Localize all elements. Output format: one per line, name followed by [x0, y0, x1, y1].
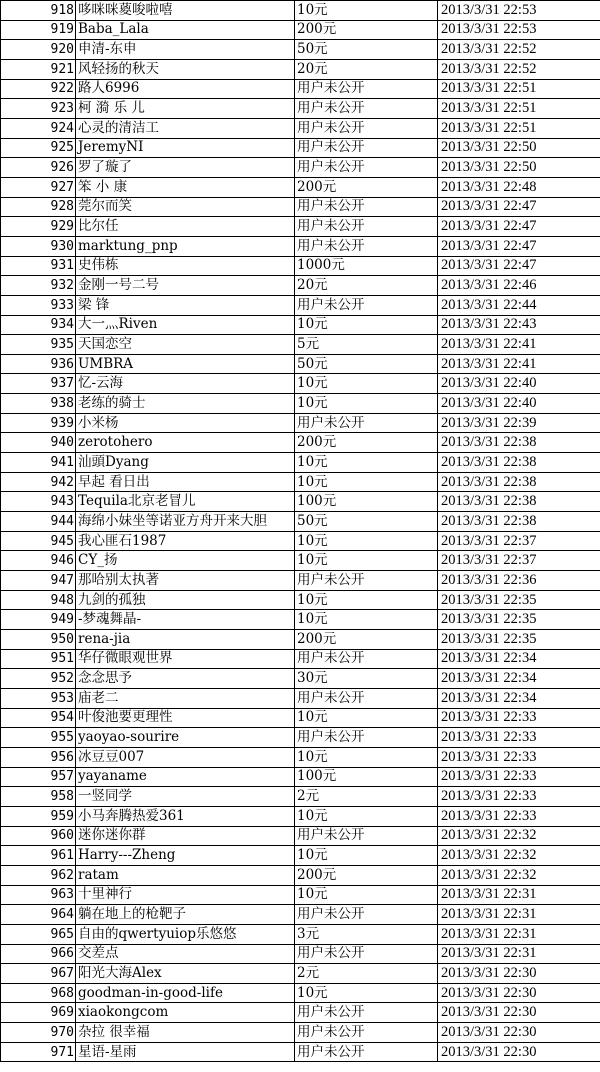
- row-number: 939: [1, 413, 76, 433]
- table-row: [1, 40, 600, 60]
- donor-name: 华仔微眼观世界: [76, 649, 295, 669]
- row-number: 960: [1, 826, 76, 846]
- donation-time: 2013/3/31 22:31: [438, 924, 600, 944]
- donation-time: 2013/3/31 22:30: [438, 964, 600, 984]
- row-number: 944: [1, 512, 76, 532]
- donor-name: 申清-东申: [76, 40, 295, 60]
- donor-name: 那哈别太执著: [76, 571, 295, 591]
- donor-name: Harry---Zheng: [76, 846, 295, 866]
- donation-time: 2013/3/31 22:51: [438, 99, 600, 119]
- donation-amount: 10元: [295, 472, 438, 492]
- donation-time: 2013/3/31 22:47: [438, 256, 600, 276]
- donation-amount: 200元: [295, 177, 438, 197]
- donation-time: 2013/3/31 22:48: [438, 177, 600, 197]
- donation-time: 2013/3/31 22:34: [438, 649, 600, 669]
- row-number: 956: [1, 747, 76, 767]
- donor-name: 老练的骑士: [76, 394, 295, 414]
- table-row: [1, 138, 600, 158]
- donation-time: 2013/3/31 22:34: [438, 669, 600, 689]
- donation-amount: 10元: [295, 846, 438, 866]
- donor-name: 大一灬Riven: [76, 315, 295, 335]
- donation-amount: 用户未公开: [295, 649, 438, 669]
- donation-time: 2013/3/31 22:51: [438, 118, 600, 138]
- donation-time: 2013/3/31 22:51: [438, 79, 600, 99]
- donation-time: 2013/3/31 22:33: [438, 787, 600, 807]
- row-number: 967: [1, 964, 76, 984]
- row-number: 919: [1, 20, 76, 40]
- donor-name: 星语-星雨: [76, 1042, 295, 1062]
- row-number: 937: [1, 374, 76, 394]
- donation-time: 2013/3/31 22:32: [438, 846, 600, 866]
- donor-name: 汕頭Dyang: [76, 453, 295, 473]
- row-number: 963: [1, 885, 76, 905]
- donor-name: 杂拉 很幸福: [76, 1023, 295, 1043]
- donor-name: 哆咪咪葼唆啦嘻: [76, 1, 295, 21]
- table-row: [1, 295, 600, 315]
- donation-time: 2013/3/31 22:50: [438, 158, 600, 178]
- row-number: 954: [1, 708, 76, 728]
- donation-amount: 20元: [295, 276, 438, 296]
- table-row: [1, 885, 600, 905]
- donation-amount: 用户未公开: [295, 413, 438, 433]
- donor-name: 心灵的清洁工: [76, 118, 295, 138]
- donation-time: 2013/3/31 22:47: [438, 236, 600, 256]
- donor-name: 罗了璇了: [76, 158, 295, 178]
- table-row: [1, 177, 600, 197]
- donation-amount: 200元: [295, 20, 438, 40]
- donation-time: 2013/3/31 22:33: [438, 747, 600, 767]
- donation-time: 2013/3/31 22:33: [438, 728, 600, 748]
- row-number: 934: [1, 315, 76, 335]
- donation-amount: 10元: [295, 551, 438, 571]
- table-row: [1, 826, 600, 846]
- donation-time: 2013/3/31 22:44: [438, 295, 600, 315]
- row-number: 929: [1, 217, 76, 237]
- table-row: [1, 276, 600, 296]
- donation-time: 2013/3/31 22:40: [438, 374, 600, 394]
- row-number: 946: [1, 551, 76, 571]
- donation-amount: 50元: [295, 512, 438, 532]
- donation-amount: 3元: [295, 924, 438, 944]
- donation-time: 2013/3/31 22:31: [438, 944, 600, 964]
- donation-amount: 2元: [295, 964, 438, 984]
- table-row: [1, 747, 600, 767]
- donor-name: 冰豆豆007: [76, 747, 295, 767]
- row-number: 969: [1, 1003, 76, 1023]
- donation-time: 2013/3/31 22:47: [438, 217, 600, 237]
- donor-name: ratam: [76, 865, 295, 885]
- donor-name: CY_扬: [76, 551, 295, 571]
- row-number: 947: [1, 571, 76, 591]
- table-row: [1, 1003, 600, 1023]
- donation-time: 2013/3/31 22:33: [438, 767, 600, 787]
- row-number: 945: [1, 531, 76, 551]
- row-number: 959: [1, 806, 76, 826]
- row-number: 932: [1, 276, 76, 296]
- donor-name: 路人6996: [76, 79, 295, 99]
- table-row: [1, 315, 600, 335]
- donor-name: UMBRA: [76, 354, 295, 374]
- row-number: 940: [1, 433, 76, 453]
- donation-time: 2013/3/31 22:38: [438, 512, 600, 532]
- row-number: 941: [1, 453, 76, 473]
- donation-amount: 10元: [295, 531, 438, 551]
- table-row: [1, 79, 600, 99]
- donor-name: zerotohero: [76, 433, 295, 453]
- table-row: [1, 413, 600, 433]
- table-row: [1, 256, 600, 276]
- table-row: [1, 767, 600, 787]
- donation-time: 2013/3/31 22:32: [438, 826, 600, 846]
- donor-name: yayaname: [76, 767, 295, 787]
- donation-amount: 用户未公开: [295, 1042, 438, 1062]
- donation-amount: 用户未公开: [295, 826, 438, 846]
- donor-name: Baba_Lala: [76, 20, 295, 40]
- row-number: 950: [1, 630, 76, 650]
- donor-name: marktung_pnp: [76, 236, 295, 256]
- donation-time: 2013/3/31 22:38: [438, 472, 600, 492]
- donation-amount: 100元: [295, 767, 438, 787]
- donation-time: 2013/3/31 22:53: [438, 1, 600, 21]
- donor-name: 史伟栋: [76, 256, 295, 276]
- table-row: [1, 944, 600, 964]
- row-number: 938: [1, 394, 76, 414]
- donor-name: rena-jia: [76, 630, 295, 650]
- table-row: [1, 649, 600, 669]
- table-row: [1, 983, 600, 1003]
- donation-time: 2013/3/31 22:52: [438, 59, 600, 79]
- donation-amount: 用户未公开: [295, 236, 438, 256]
- row-number: 970: [1, 1023, 76, 1043]
- donor-name: 小马奔腾热爱361: [76, 806, 295, 826]
- table-row: [1, 433, 600, 453]
- row-number: 952: [1, 669, 76, 689]
- table-row: [1, 217, 600, 237]
- donor-name: 笨 小 康: [76, 177, 295, 197]
- row-number: 953: [1, 688, 76, 708]
- donor-name: 十里神行: [76, 885, 295, 905]
- donor-name: -梦魂舞晶-: [76, 610, 295, 630]
- row-number: 931: [1, 256, 76, 276]
- donation-time: 2013/3/31 22:36: [438, 571, 600, 591]
- donor-name: 海绵小妹坐等诺亚方舟开来大胆: [76, 512, 295, 532]
- donation-amount: 10元: [295, 394, 438, 414]
- donation-amount: 200元: [295, 630, 438, 650]
- donation-amount: 用户未公开: [295, 99, 438, 119]
- donation-amount: 5元: [295, 335, 438, 355]
- donor-name: xiaokongcom: [76, 1003, 295, 1023]
- donor-name: 早起 看日出: [76, 472, 295, 492]
- donation-time: 2013/3/31 22:46: [438, 276, 600, 296]
- donation-amount: 用户未公开: [295, 158, 438, 178]
- donation-amount: 用户未公开: [295, 1003, 438, 1023]
- donation-time: 2013/3/31 22:30: [438, 1003, 600, 1023]
- row-number: 949: [1, 610, 76, 630]
- table-row: [1, 610, 600, 630]
- donation-time: 2013/3/31 22:47: [438, 197, 600, 217]
- table-row: [1, 846, 600, 866]
- table-row: [1, 99, 600, 119]
- donation-amount: 10元: [295, 747, 438, 767]
- donation-amount: 1000元: [295, 256, 438, 276]
- donation-amount: 10元: [295, 1, 438, 21]
- donation-time: 2013/3/31 22:41: [438, 354, 600, 374]
- table-row: [1, 551, 600, 571]
- table-row: [1, 512, 600, 532]
- row-number: 971: [1, 1042, 76, 1062]
- donation-amount: 用户未公开: [295, 217, 438, 237]
- donation-amount: 10元: [295, 708, 438, 728]
- donation-time: 2013/3/31 22:43: [438, 315, 600, 335]
- donation-time: 2013/3/31 22:31: [438, 905, 600, 925]
- row-number: 965: [1, 924, 76, 944]
- table-row: [1, 1042, 600, 1062]
- donation-time: 2013/3/31 22:53: [438, 20, 600, 40]
- row-number: 948: [1, 590, 76, 610]
- row-number: 935: [1, 335, 76, 355]
- donor-name: 莞尔而笑: [76, 197, 295, 217]
- table-row: [1, 964, 600, 984]
- donation-time: 2013/3/31 22:35: [438, 590, 600, 610]
- row-number: 920: [1, 40, 76, 60]
- donation-amount: 10元: [295, 610, 438, 630]
- donation-time: 2013/3/31 22:38: [438, 492, 600, 512]
- donor-name: 一竖同学: [76, 787, 295, 807]
- row-number: 921: [1, 59, 76, 79]
- donor-name: 躺在地上的枪靶子: [76, 905, 295, 925]
- donor-name: 庙老二: [76, 688, 295, 708]
- donation-amount: 50元: [295, 354, 438, 374]
- donation-time: 2013/3/31 22:33: [438, 708, 600, 728]
- table-row: [1, 865, 600, 885]
- table-row: [1, 688, 600, 708]
- table-row: [1, 335, 600, 355]
- table-row: [1, 905, 600, 925]
- donor-name: 迷你迷你群: [76, 826, 295, 846]
- donation-amount: 用户未公开: [295, 905, 438, 925]
- row-number: 968: [1, 983, 76, 1003]
- row-number: 928: [1, 197, 76, 217]
- row-number: 924: [1, 118, 76, 138]
- table-row: [1, 374, 600, 394]
- donor-name: JeremyNI: [76, 138, 295, 158]
- donation-time: 2013/3/31 22:41: [438, 335, 600, 355]
- row-number: 925: [1, 138, 76, 158]
- table-row: [1, 590, 600, 610]
- row-number: 927: [1, 177, 76, 197]
- donation-amount: 用户未公开: [295, 944, 438, 964]
- row-number: 926: [1, 158, 76, 178]
- donor-name: 金刚一号二号: [76, 276, 295, 296]
- table-row: [1, 669, 600, 689]
- donation-amount: 100元: [295, 492, 438, 512]
- donation-time: 2013/3/31 22:33: [438, 806, 600, 826]
- donation-time: 2013/3/31 22:31: [438, 885, 600, 905]
- table-row: [1, 1023, 600, 1043]
- donation-amount: 用户未公开: [295, 571, 438, 591]
- donation-amount: 20元: [295, 59, 438, 79]
- donation-time: 2013/3/31 22:38: [438, 453, 600, 473]
- table-row: [1, 531, 600, 551]
- row-number: 962: [1, 865, 76, 885]
- donation-time: 2013/3/31 22:50: [438, 138, 600, 158]
- donation-time: 2013/3/31 22:37: [438, 551, 600, 571]
- row-number: 957: [1, 767, 76, 787]
- row-number: 933: [1, 295, 76, 315]
- row-number: 918: [1, 1, 76, 21]
- donor-name: 自由的qwertyuiop乐悠悠: [76, 924, 295, 944]
- donor-name: 交差点: [76, 944, 295, 964]
- row-number: 922: [1, 79, 76, 99]
- table-row: [1, 1, 600, 21]
- donation-table-body: [1, 1, 600, 1062]
- donation-amount: 用户未公开: [295, 1023, 438, 1043]
- table-row: [1, 472, 600, 492]
- table-row: [1, 158, 600, 178]
- row-number: 964: [1, 905, 76, 925]
- donor-name: 梁 锋: [76, 295, 295, 315]
- donation-time: 2013/3/31 22:39: [438, 413, 600, 433]
- row-number: 930: [1, 236, 76, 256]
- donation-time: 2013/3/31 22:30: [438, 1023, 600, 1043]
- donation-amount: 10元: [295, 453, 438, 473]
- donation-amount: 10元: [295, 983, 438, 1003]
- donation-amount: 用户未公开: [295, 197, 438, 217]
- table-row: [1, 571, 600, 591]
- donor-name: 我心匪石1987: [76, 531, 295, 551]
- donation-amount: 用户未公开: [295, 79, 438, 99]
- donor-name: 念念思予: [76, 669, 295, 689]
- donor-name: goodman-in-good-life: [76, 983, 295, 1003]
- table-row: [1, 708, 600, 728]
- donation-amount: 200元: [295, 865, 438, 885]
- donor-name: 比尔任: [76, 217, 295, 237]
- donor-name: 柯 漪 乐 儿: [76, 99, 295, 119]
- donation-time: 2013/3/31 22:30: [438, 1042, 600, 1062]
- table-row: [1, 20, 600, 40]
- table-row: [1, 630, 600, 650]
- table-row: [1, 354, 600, 374]
- donation-amount: 30元: [295, 669, 438, 689]
- table-row: [1, 492, 600, 512]
- row-number: 923: [1, 99, 76, 119]
- donation-amount: 10元: [295, 885, 438, 905]
- row-number: 936: [1, 354, 76, 374]
- table-row: [1, 728, 600, 748]
- donor-name: 小米杨: [76, 413, 295, 433]
- donor-name: 阳光大海Alex: [76, 964, 295, 984]
- table-row: [1, 197, 600, 217]
- table-row: [1, 453, 600, 473]
- donation-amount: 10元: [295, 315, 438, 335]
- donor-name: 天国恋空: [76, 335, 295, 355]
- donor-name: 叶俊池要更理性: [76, 708, 295, 728]
- row-number: 943: [1, 492, 76, 512]
- table-row: [1, 924, 600, 944]
- donor-name: yaoyao-sourire: [76, 728, 295, 748]
- donor-name: 九剑的孤独: [76, 590, 295, 610]
- donation-amount: 用户未公开: [295, 728, 438, 748]
- donation-amount: 50元: [295, 40, 438, 60]
- donation-time: 2013/3/31 22:30: [438, 983, 600, 1003]
- donation-amount: 10元: [295, 590, 438, 610]
- donation-time: 2013/3/31 22:52: [438, 40, 600, 60]
- donation-amount: 用户未公开: [295, 688, 438, 708]
- donation-amount: 用户未公开: [295, 295, 438, 315]
- donation-time: 2013/3/31 22:37: [438, 531, 600, 551]
- donation-time: 2013/3/31 22:34: [438, 688, 600, 708]
- donation-time: 2013/3/31 22:40: [438, 394, 600, 414]
- donation-time: 2013/3/31 22:32: [438, 865, 600, 885]
- table-row: [1, 806, 600, 826]
- donation-time: 2013/3/31 22:35: [438, 610, 600, 630]
- donation-amount: 2元: [295, 787, 438, 807]
- row-number: 961: [1, 846, 76, 866]
- donation-time: 2013/3/31 22:35: [438, 630, 600, 650]
- donation-time: 2013/3/31 22:38: [438, 433, 600, 453]
- donor-name: 忆-云海: [76, 374, 295, 394]
- donation-amount: 10元: [295, 374, 438, 394]
- donation-amount: 200元: [295, 433, 438, 453]
- donation-amount: 用户未公开: [295, 118, 438, 138]
- row-number: 966: [1, 944, 76, 964]
- table-row: [1, 118, 600, 138]
- row-number: 942: [1, 472, 76, 492]
- donor-name: Tequila北京老冒儿: [76, 492, 295, 512]
- table-row: [1, 787, 600, 807]
- table-row: [1, 236, 600, 256]
- table-row: [1, 59, 600, 79]
- donor-name: 风轻扬的秋天: [76, 59, 295, 79]
- donation-amount: 10元: [295, 806, 438, 826]
- row-number: 955: [1, 728, 76, 748]
- donation-amount: 用户未公开: [295, 138, 438, 158]
- row-number: 958: [1, 787, 76, 807]
- row-number: 951: [1, 649, 76, 669]
- table-row: [1, 394, 600, 414]
